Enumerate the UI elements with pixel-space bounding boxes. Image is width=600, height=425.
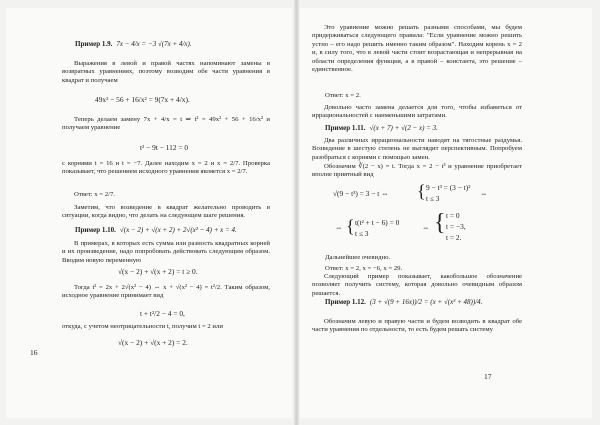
right-paragraph-4: Обозначим ∛(2 − x) = t. Тогда x = 2 − t³ и уравнение приобретает вполне приятный вид [312, 163, 522, 179]
right-paragraph-3: Два различных иррациональности наводят на тягостные раздумья. Возведение в шестую степень не выглядит перспективным. Попробуем разобраться с корнями с помощью замен. [312, 137, 522, 161]
system-1-line-a: 9 − t³ = (3 − t)² [426, 183, 471, 192]
right-equation-2-suffix: ⇔ [422, 223, 430, 232]
left-paragraph-3: с корнями t = 16 и t = −7. Далее находим x = 2 и x = 2/7. Проверка показывает, что решением исходного уравнения является x = 2/7. [62, 160, 270, 176]
right-answer-1: Ответ: x = 2. [325, 92, 361, 99]
result-line-a: t = 0 [446, 211, 460, 220]
right-paragraph-7: Обозначим левую и правую части и будем возводить в квадрат обе части уравнения по отдельности, то есть будем решать систему [312, 318, 522, 334]
left-paragraph-4: В примерах, в которых есть сумма или разность квадратных корней и их произведение, надо попробовать действовать следующим образом. Вводим новую переменную [62, 240, 270, 264]
example-1-10-header [75, 226, 237, 235]
right-answer-2: Ответ: x = 2, x = −6, x = 29. [325, 265, 403, 272]
example-formula: √(x + 7) + √(2 − x) = 3. [369, 124, 438, 132]
system-2-line-b: t ≤ 3 [355, 229, 369, 238]
system-2-line-a: t(t² + t − 6) = 0 [355, 218, 400, 227]
example-formula: (3 + √(9 + 16x))/2 = (x + √(x² + 48))/4. [369, 298, 483, 306]
left-paragraph-2: Теперь делаем замену 7x + 4/x = t ⇒ t² = 49x² + 56 + 16/x² и получаем уравнение [62, 116, 270, 132]
right-equation-2-prefix: ⇔ [335, 223, 343, 232]
left-note: Заметим, что возведение в квадрат желательно проводить в ситуации, когда видно, что делать на следующем шаге решения. [62, 204, 270, 220]
right-equation-1: √(9 − t³) = 3 − t ⇔ [333, 189, 389, 198]
example-label: Пример 1.12. [325, 298, 366, 306]
left-answer: Ответ: x = 2/7. [74, 191, 115, 198]
left-equation-1: 49x² − 56 + 16/x² = 9(7x + 4/x). [95, 95, 190, 104]
system-brace: { [346, 216, 355, 236]
result-line-b: t = −3, [446, 222, 466, 231]
right-paragraph-5: Дальнейшее очевидно. [325, 254, 391, 261]
book-gutter [294, 0, 299, 425]
system-arrow: ⇔ [480, 189, 488, 198]
left-page-number: 16 [30, 348, 38, 357]
example-label: Пример 1.11. [325, 124, 366, 132]
example-label: Пример 1.9. [75, 40, 113, 48]
right-paragraph-6: Следующий пример показывает, какобольшое обозначение позволяет получить систему, которая довольно очевидным образом решается. [312, 273, 522, 297]
left-equation-5: √(x − 2) + √(x + 2) = 2. [118, 338, 188, 347]
result-line-c: t = 2. [446, 233, 462, 242]
left-equation-3: √(x − 2) + √(x + 2) = t ≥ 0. [118, 267, 198, 276]
right-paragraph-1: Это уравнение можно решать разными способами, мы будем придерживаться следующего правила: "Если уравнение можно решить устно – его надо решить именно таким образом". Находим корень x = 2 и, в силу того, что в левой части стоит возрастающая и непрерывная на области определения функция, а в правой – константа, это решение – единственное. [312, 24, 522, 74]
example-1-11-header [325, 124, 438, 133]
left-equation-4: t + t²/2 − 4 = 0, [140, 309, 185, 318]
left-paragraph-1: Выражения в левой и правой частях напоминают замены в возвратных уравнениях, поэтому возводим обе части уравнения в квадрат и получаем [62, 60, 270, 84]
example-label: Пример 1.10. [75, 226, 116, 234]
system-1-line-b: t ≤ 3 [426, 194, 440, 203]
example-formula: √(x − 2) + √(x + 2) + 2√(x² − 4) + x = 4. [119, 226, 237, 234]
left-equation-2: t² − 9t − 112 = 0 [140, 143, 189, 152]
system-brace: { [417, 181, 426, 201]
example-1-9-header [75, 40, 192, 49]
left-paragraph-5: Тогда t² = 2x + 2√(x² − 4) ⇔ x + √(x² − 4) = t²/2. Таким образом, исходное уравнение принимает вид [62, 284, 270, 300]
example-formula: 7x − 4/x = −3 √(7x + 4/x). [116, 40, 192, 48]
result-brace: { [434, 210, 446, 236]
right-page-number: 17 [484, 372, 492, 381]
example-1-12-header [325, 298, 482, 307]
right-paragraph-2: Довольно часто замена делается для того, чтобы избавиться от иррациональностей с наименьшими затратами. [312, 104, 522, 120]
left-paragraph-6: откуда, с учетом неотрицательности t, получим t = 2 или [62, 323, 223, 330]
